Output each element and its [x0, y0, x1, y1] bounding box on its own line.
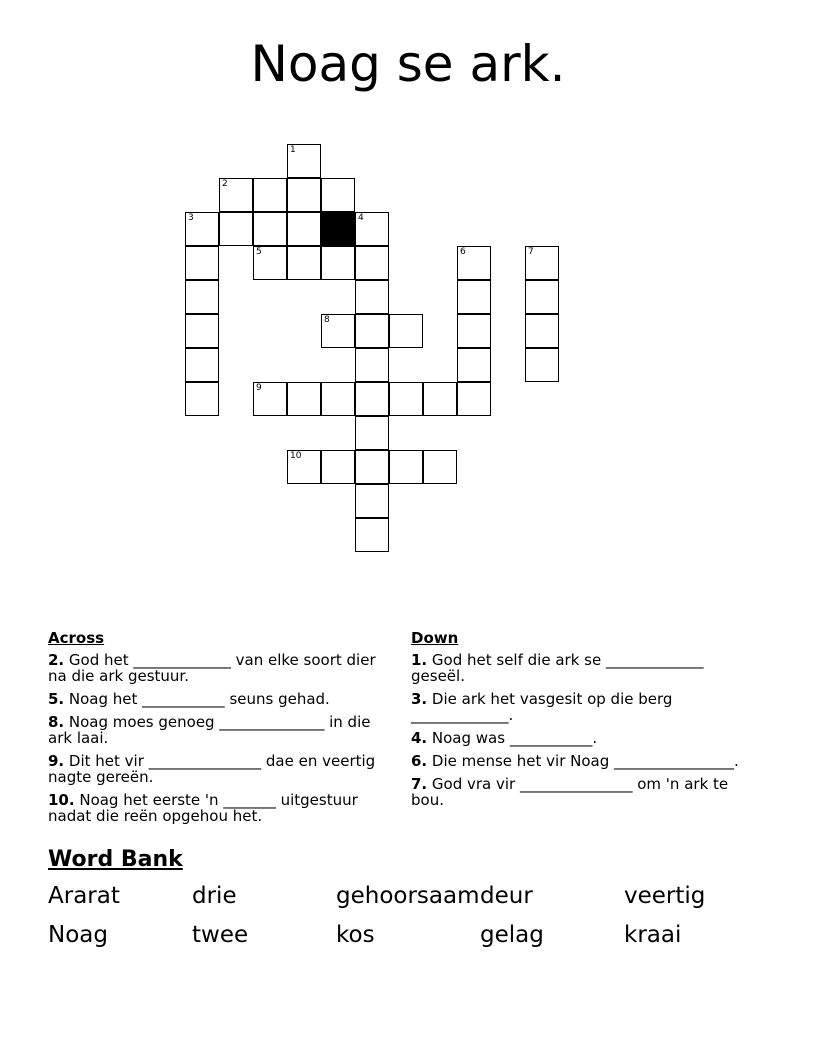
- cell-number: 10: [290, 451, 302, 461]
- clue-text: God vra vir _______________ om 'n ark te bou.: [411, 775, 729, 809]
- crossword-cell[interactable]: [253, 212, 287, 246]
- crossword-cell[interactable]: [355, 518, 389, 552]
- clue-number: 10.: [48, 791, 75, 809]
- word-bank-word: twee: [192, 922, 249, 948]
- crossword-cell[interactable]: [287, 246, 321, 280]
- crossword-cell[interactable]: [321, 382, 355, 416]
- crossword-cell[interactable]: [321, 450, 355, 484]
- crossword-cell[interactable]: [355, 314, 389, 348]
- word-bank-word: gelag: [480, 922, 544, 948]
- down-heading: Down: [411, 629, 459, 647]
- down-clue: [411, 776, 746, 808]
- clue-number: 5.: [48, 690, 65, 708]
- cell-number: 9: [256, 383, 262, 393]
- crossword-cell[interactable]: [321, 314, 355, 348]
- crossword-cell[interactable]: [389, 314, 423, 348]
- cell-number: 5: [256, 247, 262, 257]
- across-clue: [48, 792, 383, 824]
- cell-number: 2: [222, 179, 228, 189]
- clue-text: God het self die ark se _____________ geseël.: [411, 651, 704, 685]
- cell-number: 8: [324, 315, 330, 325]
- across-heading: Across: [48, 629, 105, 647]
- word-bank-word: Ararat: [48, 883, 120, 909]
- crossword-cell[interactable]: [389, 450, 423, 484]
- word-bank-title: Word Bank: [48, 847, 183, 872]
- crossword-cell[interactable]: [253, 246, 287, 280]
- clue-number: 6.: [411, 752, 428, 770]
- crossword-cell[interactable]: [423, 450, 457, 484]
- clue-number: 2.: [48, 651, 65, 669]
- cell-number: 7: [528, 247, 534, 257]
- clue-number: 3.: [411, 690, 428, 708]
- across-clues: [48, 630, 383, 831]
- crossword-cell[interactable]: [525, 280, 559, 314]
- crossword-cell[interactable]: [287, 178, 321, 212]
- clue-number: 8.: [48, 713, 65, 731]
- word-bank-word: veertig: [624, 883, 706, 909]
- crossword-cell[interactable]: [355, 212, 389, 246]
- crossword-cell[interactable]: [457, 246, 491, 280]
- crossword-cell[interactable]: [525, 246, 559, 280]
- across-clue: [48, 753, 383, 785]
- crossword-cell[interactable]: [457, 348, 491, 382]
- crossword-cell[interactable]: [287, 382, 321, 416]
- cell-number: 1: [290, 145, 296, 155]
- crossword-cell[interactable]: [287, 212, 321, 246]
- down-clue: [411, 652, 746, 684]
- crossword-block: [321, 212, 355, 246]
- crossword-cell[interactable]: [185, 348, 219, 382]
- down-clue: [411, 691, 746, 723]
- clue-number: 4.: [411, 729, 428, 747]
- clue-text: Noag was ___________.: [427, 729, 598, 747]
- clue-number: 7.: [411, 775, 428, 793]
- down-clue: [411, 730, 746, 746]
- word-bank-word: kraai: [624, 922, 682, 948]
- cell-number: 6: [460, 247, 466, 257]
- crossword-cell[interactable]: [355, 416, 389, 450]
- crossword-cell[interactable]: [185, 280, 219, 314]
- down-clue: [411, 753, 746, 769]
- clue-number: 9.: [48, 752, 65, 770]
- crossword-cell[interactable]: [219, 212, 253, 246]
- crossword-cell[interactable]: [321, 246, 355, 280]
- word-bank-word: deur: [480, 883, 533, 909]
- crossword-cell[interactable]: [355, 484, 389, 518]
- clue-text: Noag moes genoeg ______________ in die ark laai.: [48, 713, 371, 747]
- crossword-cell[interactable]: [457, 314, 491, 348]
- crossword-cell[interactable]: [253, 382, 287, 416]
- clue-text: Dit het vir _______________ dae en veertig nagte gereën.: [48, 752, 376, 786]
- clue-text: Die ark het vasgesit op die berg _____________.: [411, 690, 673, 724]
- crossword-cell[interactable]: [457, 280, 491, 314]
- word-bank-word: kos: [336, 922, 375, 948]
- across-clue: [48, 691, 383, 707]
- crossword-cell[interactable]: [355, 246, 389, 280]
- crossword-cell[interactable]: [389, 382, 423, 416]
- page-title: Noag se ark.: [250, 35, 566, 93]
- crossword-cell[interactable]: [287, 450, 321, 484]
- crossword-cell[interactable]: [355, 280, 389, 314]
- crossword-cell[interactable]: [253, 178, 287, 212]
- crossword-cell[interactable]: [185, 246, 219, 280]
- clue-text: Noag het eerste 'n _______ uitgestuur nadat die reën opgehou het.: [48, 791, 358, 825]
- crossword-cell[interactable]: [287, 144, 321, 178]
- crossword-cell[interactable]: [355, 348, 389, 382]
- crossword-cell[interactable]: [321, 178, 355, 212]
- clue-number: 1.: [411, 651, 428, 669]
- across-clue: [48, 714, 383, 746]
- crossword-cell[interactable]: [185, 382, 219, 416]
- crossword-cell[interactable]: [525, 314, 559, 348]
- down-clues: [411, 630, 746, 815]
- cell-number: 4: [358, 213, 364, 223]
- clue-text: Die mense het vir Noag ________________.: [427, 752, 739, 770]
- crossword-cell[interactable]: [219, 178, 253, 212]
- cell-number: 3: [188, 213, 194, 223]
- word-bank-word: gehoorsaam: [336, 883, 480, 909]
- word-bank-word: drie: [192, 883, 237, 909]
- word-bank-word: Noag: [48, 922, 108, 948]
- crossword-cell[interactable]: [355, 382, 389, 416]
- crossword-cell[interactable]: [185, 212, 219, 246]
- clue-text: God het _____________ van elke soort dier na die ark gestuur.: [48, 651, 376, 685]
- crossword-cell[interactable]: [185, 314, 219, 348]
- crossword-cell[interactable]: [423, 382, 457, 416]
- clue-text: Noag het ___________ seuns gehad.: [64, 690, 330, 708]
- crossword-cell[interactable]: [457, 382, 491, 416]
- across-clue: [48, 652, 383, 684]
- crossword-cell[interactable]: [525, 348, 559, 382]
- crossword-cell[interactable]: [355, 450, 389, 484]
